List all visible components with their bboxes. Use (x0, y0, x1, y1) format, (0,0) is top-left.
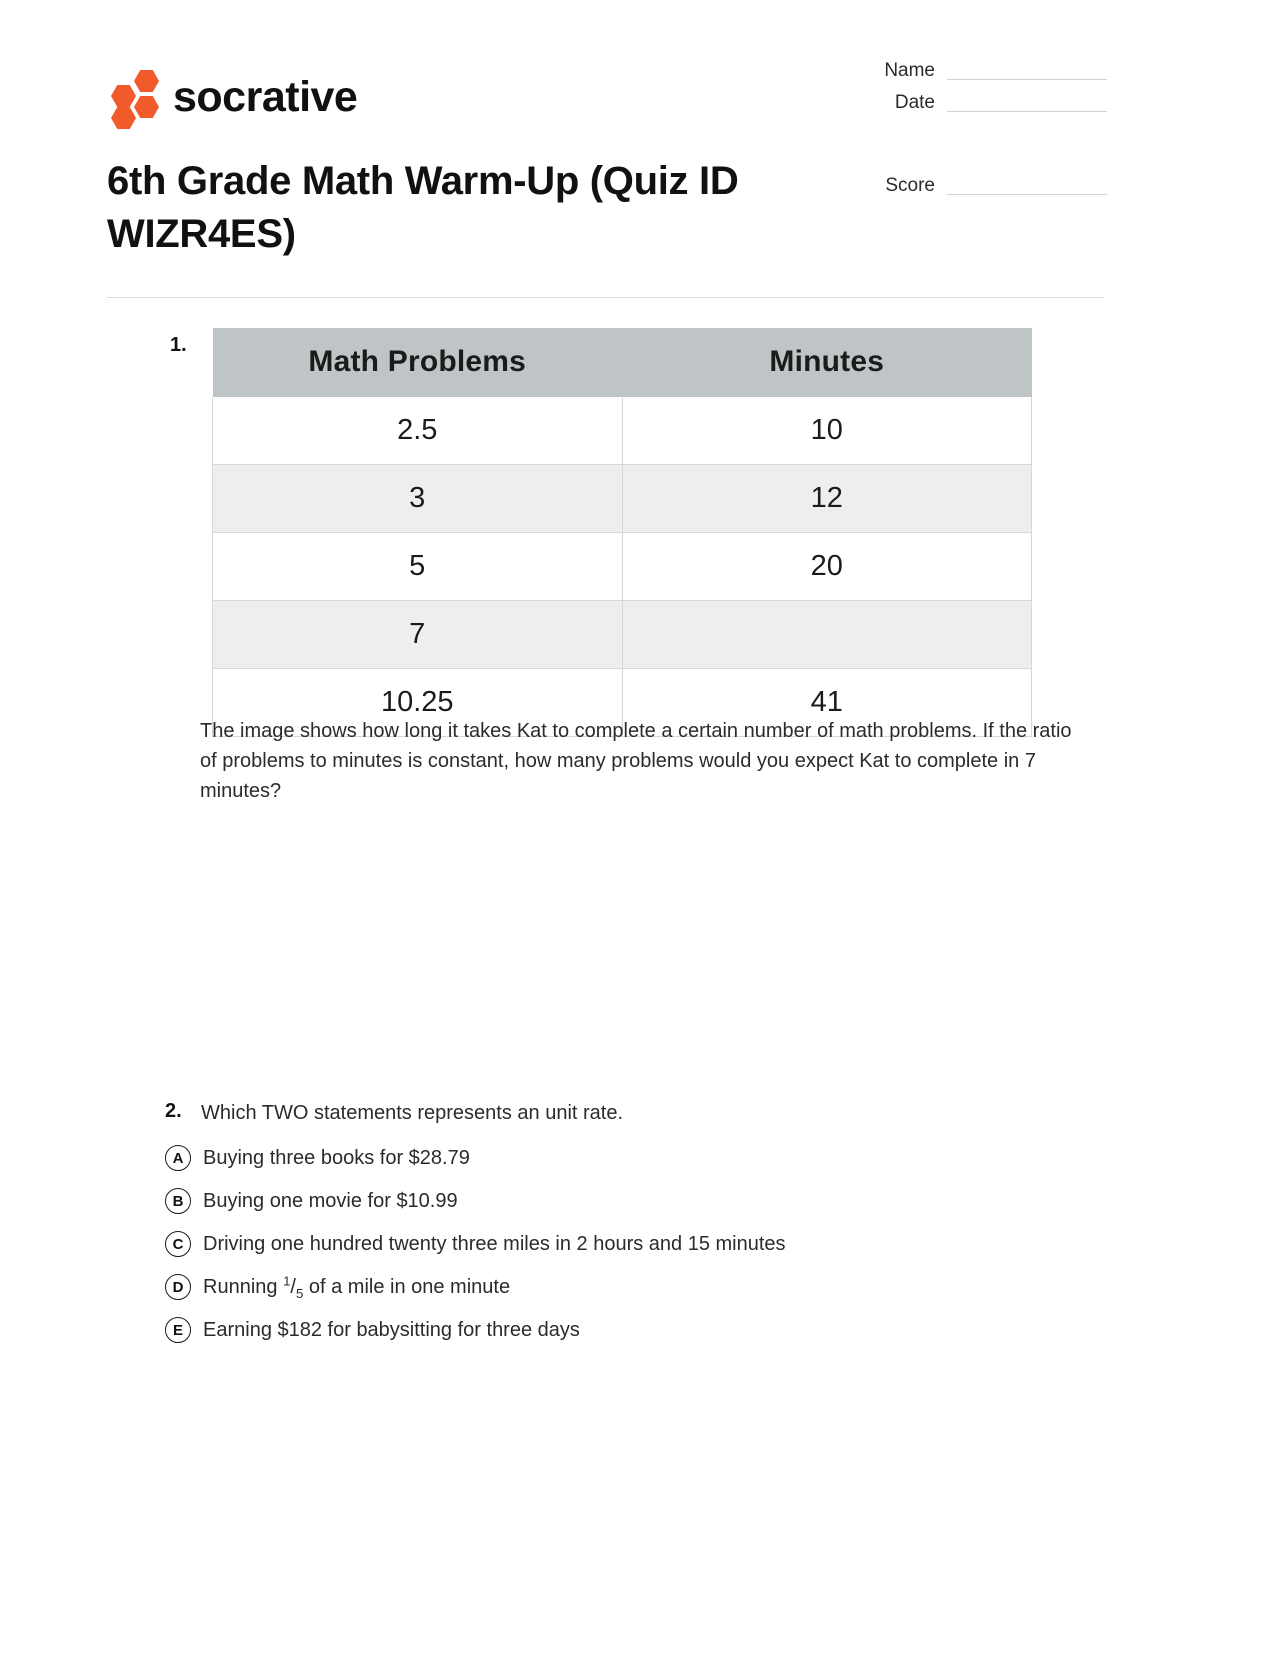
cell-problems: 3 (213, 465, 623, 533)
answer-choice-e[interactable] (107, 1317, 1104, 1343)
student-info-fields (807, 60, 1107, 207)
table-header-row (213, 328, 1032, 397)
cell-minutes: 20 (622, 533, 1032, 601)
choice-d-text-before: Running (203, 1276, 284, 1298)
page-header (107, 60, 1107, 196)
score-field-row (807, 175, 1107, 195)
question-2-number: 2. (165, 1100, 182, 1122)
table-row (213, 397, 1032, 465)
fraction-one-fifth: $^1/_5$ (283, 1273, 304, 1301)
cell-problems: 7 (213, 601, 623, 669)
socrative-hexagon-logo-icon (107, 68, 163, 126)
name-input-line[interactable] (947, 60, 1107, 80)
table-row (213, 601, 1032, 669)
cell-problems: 10.25 (213, 669, 623, 737)
header-divider (107, 297, 1104, 298)
cell-problems: 2.5 (213, 397, 623, 465)
answer-choice-a[interactable] (107, 1145, 1104, 1171)
choice-bubble-e[interactable]: E (165, 1317, 191, 1343)
hexagon-icon (134, 96, 159, 118)
table-row (213, 465, 1032, 533)
page-title: 6th Grade Math Warm-Up (Quiz ID WIZR4ES) (107, 159, 739, 256)
brand-name: socrative (173, 72, 358, 121)
hexagon-icon (111, 107, 136, 129)
cell-minutes: 10 (622, 397, 1032, 465)
date-field-row (807, 92, 1107, 112)
fraction-denominator: 5 (295, 1286, 304, 1301)
question-1-table (212, 328, 1032, 737)
cell-minutes: 12 (622, 465, 1032, 533)
score-label: Score (885, 175, 935, 196)
choice-d-text-after: of a mile in one minute (303, 1276, 511, 1298)
choice-text-d (203, 1274, 510, 1300)
question-1-prompt: The image shows how long it takes Kat to complete a certain number of math problems. If the ratio of problems to minutes is constant, how many problems would you expect Kat to complete in 7 minutes? (200, 720, 1072, 802)
choice-bubble-a[interactable]: A (165, 1145, 191, 1171)
choice-text-b: Buying one movie for $10.99 (203, 1190, 458, 1212)
column-header-math-problems: Math Problems (213, 328, 623, 397)
column-header-minutes: Minutes (622, 328, 1032, 397)
choice-text-c: Driving one hundred twenty three miles in 2 hours and 15 minutes (203, 1233, 786, 1255)
question-1-number: 1. (170, 334, 187, 356)
answer-choice-b[interactable] (107, 1188, 1104, 1214)
socrative-logo (107, 68, 357, 126)
fraction-numerator: 1 (283, 1273, 291, 1289)
cell-problems: 5 (213, 533, 623, 601)
table-row (213, 533, 1032, 601)
question-2-prompt: Which TWO statements represents an unit rate. (201, 1102, 624, 1124)
name-label: Name (884, 60, 935, 81)
answer-choice-c[interactable] (107, 1231, 1104, 1257)
date-input-line[interactable] (947, 92, 1107, 112)
choice-text-e: Earning $182 for babysitting for three days (203, 1319, 580, 1341)
choice-bubble-d[interactable]: D (165, 1274, 191, 1300)
question-2 (107, 1100, 1104, 1360)
hexagon-icon (134, 70, 159, 92)
cell-minutes: 41 (622, 669, 1032, 737)
choice-bubble-b[interactable]: B (165, 1188, 191, 1214)
date-label: Date (894, 92, 935, 113)
choice-text-a: Buying three books for $28.79 (203, 1147, 470, 1169)
cell-minutes-empty (622, 601, 1032, 669)
question-2-header (107, 1100, 1104, 1126)
answer-choice-d[interactable] (107, 1274, 1104, 1300)
hexagon-icon (111, 85, 136, 107)
name-field-row (807, 60, 1107, 80)
score-input-line[interactable] (947, 175, 1107, 195)
choice-bubble-c[interactable]: C (165, 1231, 191, 1257)
